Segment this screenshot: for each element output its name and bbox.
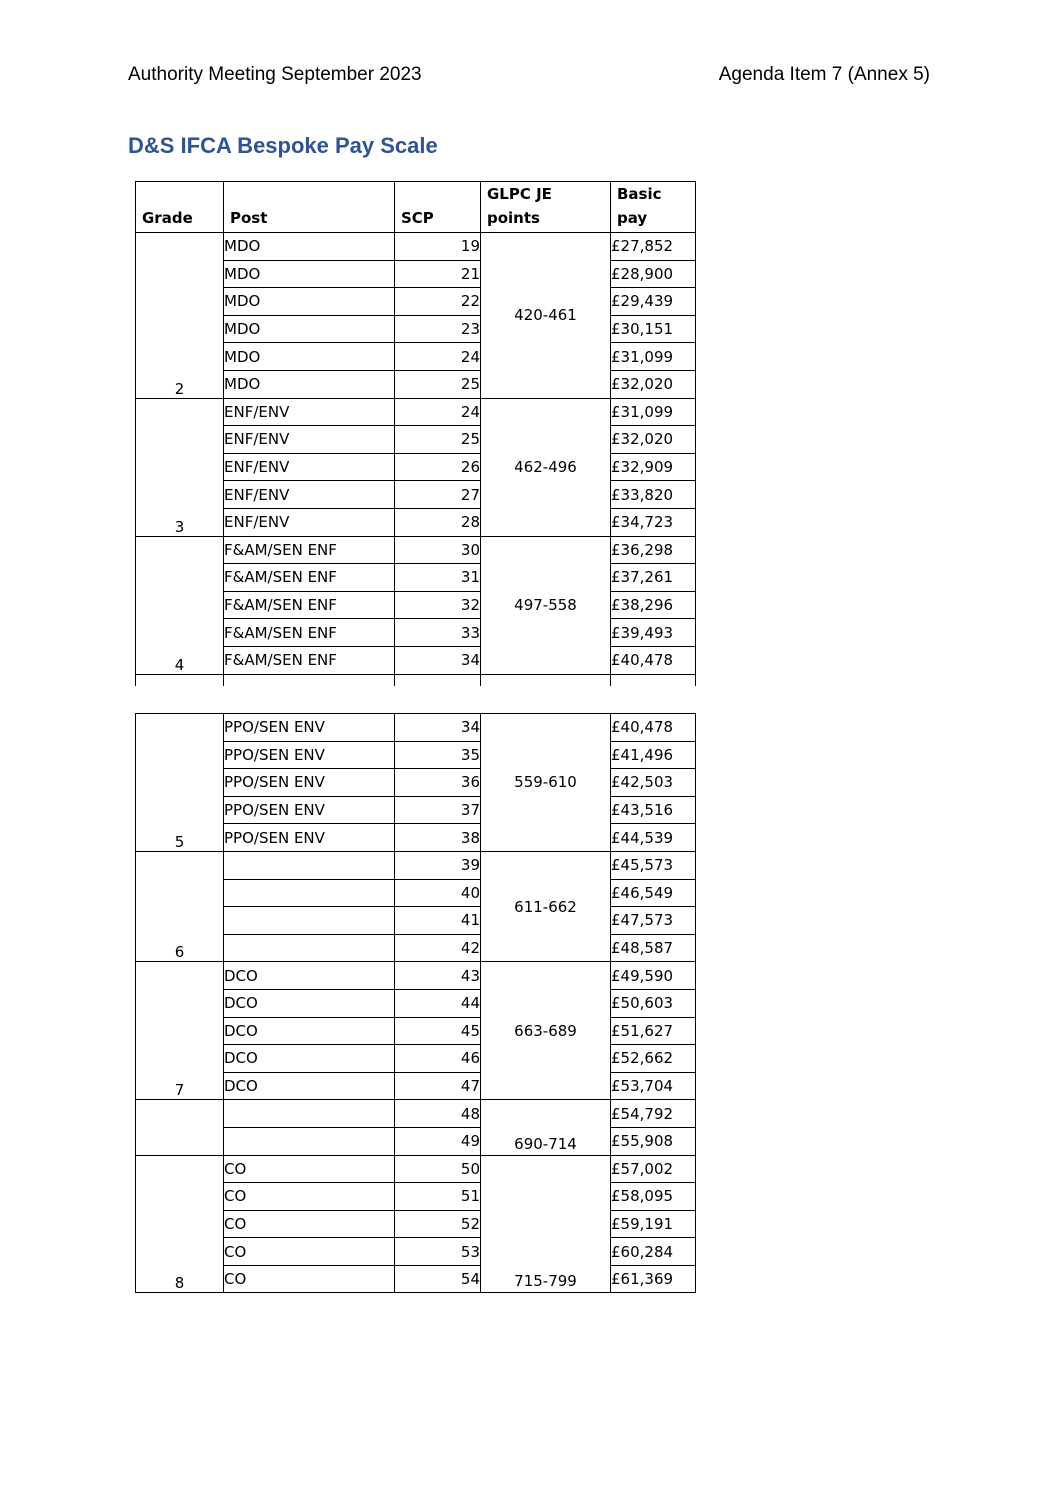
basic-pay-cell: £31,099 <box>611 343 696 371</box>
post-cell: CO <box>224 1265 395 1293</box>
scp-cell: 33 <box>395 619 481 647</box>
table-row <box>136 1100 696 1128</box>
basic-pay-cell: £47,573 <box>611 907 696 935</box>
je-points-cell: 611-662 <box>481 851 611 961</box>
scp-cell: 24 <box>395 398 481 426</box>
scp-cell: 36 <box>395 769 481 797</box>
basic-pay-cell: £58,095 <box>611 1183 696 1211</box>
spacer-cell <box>481 674 611 686</box>
post-cell <box>224 934 395 962</box>
post-cell: MDO <box>224 260 395 288</box>
scp-cell: 21 <box>395 260 481 288</box>
post-cell: DCO <box>224 1045 395 1073</box>
table-row <box>136 536 696 564</box>
scp-cell: 34 <box>395 714 481 742</box>
basic-pay-cell: £39,493 <box>611 619 696 647</box>
spacer-cell <box>395 674 481 686</box>
post-cell <box>224 907 395 935</box>
basic-pay-cell: £46,549 <box>611 879 696 907</box>
scp-cell: 49 <box>395 1127 481 1155</box>
spacer-cell <box>611 674 696 686</box>
spacer-cell <box>136 674 224 686</box>
table-row <box>136 714 696 742</box>
je-points-cell: 462-496 <box>481 398 611 536</box>
post-cell: MDO <box>224 288 395 316</box>
basic-pay-cell: £61,369 <box>611 1265 696 1293</box>
post-cell: MDO <box>224 343 395 371</box>
pay-scale-table-part-2 <box>135 713 696 1293</box>
grade-cell: 4 <box>136 536 224 674</box>
table-row <box>136 233 696 261</box>
basic-pay-cell: £52,662 <box>611 1045 696 1073</box>
post-cell: PPO/SEN ENV <box>224 824 395 852</box>
post-cell: F&AM/SEN ENF <box>224 619 395 647</box>
scp-cell: 38 <box>395 824 481 852</box>
post-cell: ENF/ENV <box>224 481 395 509</box>
post-cell: DCO <box>224 1072 395 1100</box>
table-row <box>136 1155 696 1183</box>
header-meeting: Authority Meeting September 2023 <box>128 64 422 85</box>
basic-pay-cell: £54,792 <box>611 1100 696 1128</box>
table-row <box>136 962 696 990</box>
table-spacer-row <box>136 674 696 686</box>
grade-cell: 6 <box>136 851 224 961</box>
post-cell: PPO/SEN ENV <box>224 769 395 797</box>
post-cell <box>224 879 395 907</box>
post-cell: ENF/ENV <box>224 508 395 536</box>
basic-pay-cell: £40,478 <box>611 646 696 674</box>
basic-pay-cell: £31,099 <box>611 398 696 426</box>
post-cell: MDO <box>224 370 395 398</box>
scp-cell: 50 <box>395 1155 481 1183</box>
scp-cell: 47 <box>395 1072 481 1100</box>
post-cell: ENF/ENV <box>224 398 395 426</box>
basic-pay-cell: £60,284 <box>611 1238 696 1266</box>
basic-pay-cell: £36,298 <box>611 536 696 564</box>
header-agenda-item: Agenda Item 7 (Annex 5) <box>718 64 930 85</box>
post-cell: PPO/SEN ENV <box>224 796 395 824</box>
basic-pay-cell: £59,191 <box>611 1210 696 1238</box>
basic-pay-cell: £43,516 <box>611 796 696 824</box>
post-cell <box>224 851 395 879</box>
basic-pay-cell: £28,900 <box>611 260 696 288</box>
post-cell: F&AM/SEN ENF <box>224 591 395 619</box>
scp-cell: 52 <box>395 1210 481 1238</box>
scp-cell: 34 <box>395 646 481 674</box>
post-cell <box>224 1100 395 1128</box>
scp-cell: 43 <box>395 962 481 990</box>
post-cell: F&AM/SEN ENF <box>224 646 395 674</box>
basic-pay-cell: £53,704 <box>611 1072 696 1100</box>
basic-pay-cell: £48,587 <box>611 934 696 962</box>
scp-cell: 45 <box>395 1017 481 1045</box>
post-cell: PPO/SEN ENV <box>224 741 395 769</box>
basic-pay-cell: £51,627 <box>611 1017 696 1045</box>
post-cell: MDO <box>224 315 395 343</box>
column-header-basic-pay: Basic pay <box>611 182 696 233</box>
scp-cell: 44 <box>395 989 481 1017</box>
post-cell: ENF/ENV <box>224 426 395 454</box>
scp-cell: 25 <box>395 426 481 454</box>
scp-cell: 23 <box>395 315 481 343</box>
column-header-je-points: GLPC JE points <box>481 182 611 233</box>
post-cell: DCO <box>224 962 395 990</box>
post-cell: PPO/SEN ENV <box>224 714 395 742</box>
je-points-cell: 420-461 <box>481 233 611 399</box>
basic-pay-cell: £45,573 <box>611 851 696 879</box>
page-title: D&S IFCA Bespoke Pay Scale <box>128 133 438 158</box>
post-cell: F&AM/SEN ENF <box>224 536 395 564</box>
post-cell: CO <box>224 1238 395 1266</box>
scp-cell: 27 <box>395 481 481 509</box>
basic-pay-cell: £32,909 <box>611 453 696 481</box>
table-header-row <box>136 182 696 233</box>
scp-cell: 53 <box>395 1238 481 1266</box>
basic-pay-cell: £57,002 <box>611 1155 696 1183</box>
post-cell: DCO <box>224 989 395 1017</box>
basic-pay-cell: £38,296 <box>611 591 696 619</box>
scp-cell: 48 <box>395 1100 481 1128</box>
post-cell: CO <box>224 1155 395 1183</box>
basic-pay-cell: £49,590 <box>611 962 696 990</box>
post-cell <box>224 1127 395 1155</box>
basic-pay-cell: £34,723 <box>611 508 696 536</box>
scp-cell: 31 <box>395 564 481 592</box>
je-points-cell: 497-558 <box>481 536 611 674</box>
table-row <box>136 398 696 426</box>
basic-pay-cell: £40,478 <box>611 714 696 742</box>
je-points-cell: 715-799 <box>481 1155 611 1293</box>
grade-cell: 3 <box>136 398 224 536</box>
post-cell: F&AM/SEN ENF <box>224 564 395 592</box>
basic-pay-cell: £30,151 <box>611 315 696 343</box>
basic-pay-cell: £32,020 <box>611 426 696 454</box>
post-cell: DCO <box>224 1017 395 1045</box>
scp-cell: 42 <box>395 934 481 962</box>
grade-cell: 7 <box>136 962 224 1100</box>
post-cell: CO <box>224 1183 395 1211</box>
je-points-cell: 690-714 <box>481 1100 611 1155</box>
scp-cell: 22 <box>395 288 481 316</box>
scp-cell: 40 <box>395 879 481 907</box>
je-points-cell: 559-610 <box>481 714 611 852</box>
scp-cell: 19 <box>395 233 481 261</box>
basic-pay-cell: £29,439 <box>611 288 696 316</box>
basic-pay-cell: £44,539 <box>611 824 696 852</box>
scp-cell: 37 <box>395 796 481 824</box>
basic-pay-cell: £50,603 <box>611 989 696 1017</box>
basic-pay-cell: £41,496 <box>611 741 696 769</box>
post-cell: CO <box>224 1210 395 1238</box>
spacer-cell <box>224 674 395 686</box>
basic-pay-cell: £27,852 <box>611 233 696 261</box>
basic-pay-cell: £37,261 <box>611 564 696 592</box>
pay-scale-table-part-1 <box>135 181 696 686</box>
grade-cell <box>136 1100 224 1155</box>
grade-cell: 2 <box>136 233 224 399</box>
scp-cell: 35 <box>395 741 481 769</box>
scp-cell: 25 <box>395 370 481 398</box>
post-cell: ENF/ENV <box>224 453 395 481</box>
grade-cell: 5 <box>136 714 224 852</box>
scp-cell: 41 <box>395 907 481 935</box>
column-header-post: Post <box>224 182 395 233</box>
scp-cell: 46 <box>395 1045 481 1073</box>
column-header-grade: Grade <box>136 182 224 233</box>
scp-cell: 24 <box>395 343 481 371</box>
basic-pay-cell: £42,503 <box>611 769 696 797</box>
basic-pay-cell: £33,820 <box>611 481 696 509</box>
scp-cell: 51 <box>395 1183 481 1211</box>
scp-cell: 39 <box>395 851 481 879</box>
scp-cell: 26 <box>395 453 481 481</box>
je-points-cell: 663-689 <box>481 962 611 1100</box>
scp-cell: 30 <box>395 536 481 564</box>
scp-cell: 32 <box>395 591 481 619</box>
basic-pay-cell: £55,908 <box>611 1127 696 1155</box>
table-row <box>136 851 696 879</box>
grade-cell: 8 <box>136 1155 224 1293</box>
scp-cell: 54 <box>395 1265 481 1293</box>
scp-cell: 28 <box>395 508 481 536</box>
column-header-scp: SCP <box>395 182 481 233</box>
post-cell: MDO <box>224 233 395 261</box>
basic-pay-cell: £32,020 <box>611 370 696 398</box>
